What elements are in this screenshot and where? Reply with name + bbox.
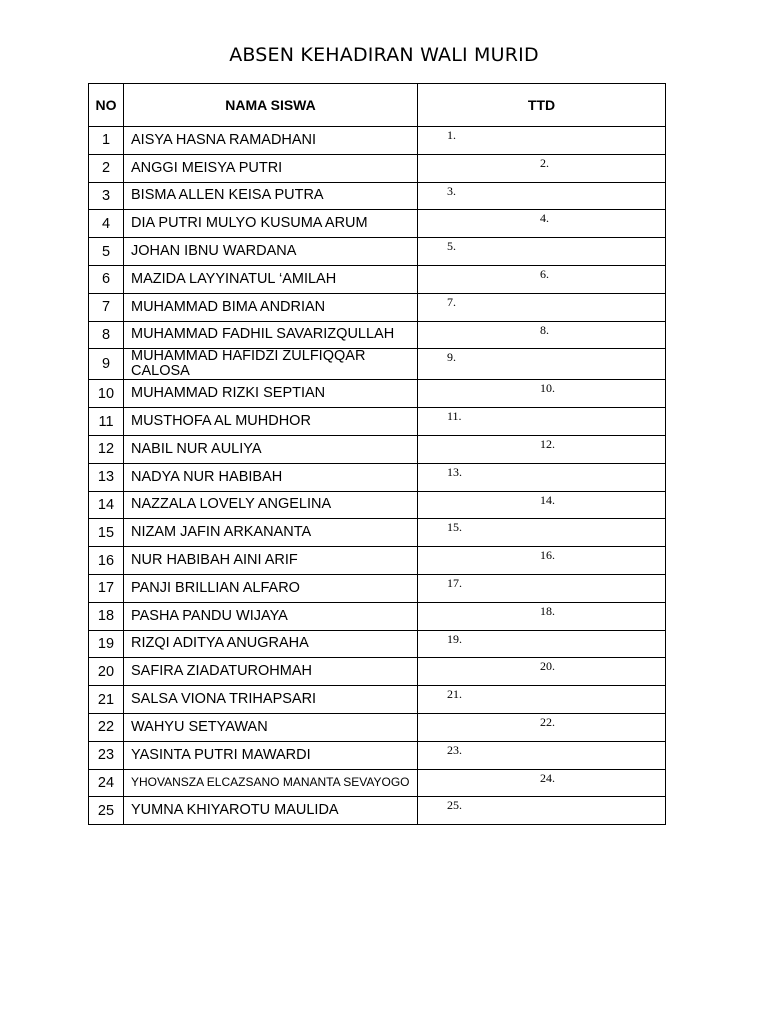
table-row: [89, 127, 666, 155]
table-row: [89, 408, 666, 436]
signature-cell[interactable]: [418, 293, 666, 321]
row-number: 24: [89, 769, 124, 797]
signature-number: 3.: [447, 183, 456, 198]
table-row: [89, 602, 666, 630]
student-name: ANGGI MEISYA PUTRI: [124, 154, 418, 182]
signature-cell[interactable]: [418, 547, 666, 575]
signature-number: 4.: [540, 211, 549, 226]
student-name: MUHAMMAD RIZKI SEPTIAN: [124, 380, 418, 408]
row-number: 1: [89, 127, 124, 155]
row-number: 16: [89, 547, 124, 575]
student-name: YHOVANSZA ELCAZSANO MANANTA SEVAYOGO: [124, 769, 418, 797]
table-body: [89, 127, 666, 825]
signature-cell[interactable]: [418, 630, 666, 658]
row-number: 18: [89, 602, 124, 630]
student-name: PASHA PANDU WIJAYA: [124, 602, 418, 630]
signature-number: 21.: [447, 687, 462, 702]
signature-cell[interactable]: [418, 658, 666, 686]
student-name: YASINTA PUTRI MAWARDI: [124, 741, 418, 769]
signature-number: 19.: [447, 631, 462, 646]
signature-cell[interactable]: [418, 463, 666, 491]
student-name: MUHAMMAD HAFIDZI ZULFIQQAR CALOSA: [124, 349, 418, 380]
signature-cell[interactable]: [418, 741, 666, 769]
row-number: 21: [89, 686, 124, 714]
signature-cell[interactable]: [418, 491, 666, 519]
row-number: 4: [89, 210, 124, 238]
table-row: [89, 182, 666, 210]
table-row: [89, 686, 666, 714]
table-row: [89, 380, 666, 408]
student-name: NIZAM JAFIN ARKANANTA: [124, 519, 418, 547]
signature-cell[interactable]: [418, 713, 666, 741]
table-row: [89, 547, 666, 575]
table-row: [89, 210, 666, 238]
row-number: 25: [89, 797, 124, 825]
signature-cell[interactable]: [418, 210, 666, 238]
row-number: 23: [89, 741, 124, 769]
signature-number: 9.: [447, 350, 456, 365]
table-row: [89, 741, 666, 769]
row-number: 8: [89, 321, 124, 349]
row-number: 19: [89, 630, 124, 658]
student-name: NAZZALA LOVELY ANGELINA: [124, 491, 418, 519]
row-number: 20: [89, 658, 124, 686]
signature-number: 14.: [540, 492, 555, 507]
student-name: PANJI BRILLIAN ALFARO: [124, 574, 418, 602]
signature-cell[interactable]: [418, 408, 666, 436]
signature-number: 2.: [540, 155, 549, 170]
table-row: [89, 238, 666, 266]
row-number: 15: [89, 519, 124, 547]
signature-cell[interactable]: [418, 349, 666, 380]
attendance-table: [88, 83, 666, 825]
student-name: NADYA NUR HABIBAH: [124, 463, 418, 491]
student-name: MUHAMMAD FADHIL SAVARIZQULLAH: [124, 321, 418, 349]
signature-cell[interactable]: [418, 265, 666, 293]
table-row: [89, 797, 666, 825]
signature-cell[interactable]: [418, 769, 666, 797]
student-name: DIA PUTRI MULYO KUSUMA ARUM: [124, 210, 418, 238]
row-number: 13: [89, 463, 124, 491]
row-number: 10: [89, 380, 124, 408]
signature-number: 15.: [447, 520, 462, 535]
table-row: [89, 658, 666, 686]
row-number: 2: [89, 154, 124, 182]
signature-number: 5.: [447, 239, 456, 254]
row-number: 12: [89, 435, 124, 463]
table-row: [89, 769, 666, 797]
signature-number: 7.: [447, 294, 456, 309]
document-title: ABSEN KEHADIRAN WALI MURID: [229, 44, 539, 66]
student-name: RIZQI ADITYA ANUGRAHA: [124, 630, 418, 658]
table-row: [89, 630, 666, 658]
row-number: 5: [89, 238, 124, 266]
signature-number: 11.: [447, 409, 462, 424]
signature-cell[interactable]: [418, 435, 666, 463]
signature-number: 22.: [540, 714, 555, 729]
row-number: 7: [89, 293, 124, 321]
row-number: 6: [89, 265, 124, 293]
table-row: [89, 574, 666, 602]
signature-number: 17.: [447, 575, 462, 590]
table-row: [89, 435, 666, 463]
student-name: NUR HABIBAH AINI ARIF: [124, 547, 418, 575]
row-number: 14: [89, 491, 124, 519]
signature-cell[interactable]: [418, 574, 666, 602]
table-row: [89, 321, 666, 349]
header-no: NO: [89, 84, 124, 127]
signature-number: 8.: [540, 322, 549, 337]
signature-number: 18.: [540, 603, 555, 618]
student-name: SAFIRA ZIADATUROHMAH: [124, 658, 418, 686]
student-name: WAHYU SETYAWAN: [124, 713, 418, 741]
signature-cell[interactable]: [418, 238, 666, 266]
signature-number: 12.: [540, 436, 555, 451]
table-row: [89, 519, 666, 547]
row-number: 11: [89, 408, 124, 436]
header-ttd: TTD: [418, 84, 666, 127]
student-name: MUHAMMAD BIMA ANDRIAN: [124, 293, 418, 321]
signature-cell[interactable]: [418, 182, 666, 210]
row-number: 22: [89, 713, 124, 741]
row-number: 17: [89, 574, 124, 602]
signature-cell[interactable]: [418, 127, 666, 155]
table-row: [89, 154, 666, 182]
signature-number: 1.: [447, 128, 456, 142]
signature-cell[interactable]: [418, 519, 666, 547]
row-number: 9: [89, 349, 124, 380]
signature-number: 24.: [540, 770, 555, 785]
signature-cell[interactable]: [418, 797, 666, 825]
signature-cell[interactable]: [418, 380, 666, 408]
student-name: JOHAN IBNU WARDANA: [124, 238, 418, 266]
header-name: NAMA SISWA: [124, 84, 418, 127]
signature-number: 23.: [447, 742, 462, 757]
student-name: AISYA HASNA RAMADHANI: [124, 127, 418, 155]
header-row: [89, 84, 666, 127]
table-row: [89, 713, 666, 741]
signature-number: 25.: [447, 798, 462, 813]
signature-number: 6.: [540, 266, 549, 281]
signature-number: 10.: [540, 381, 555, 396]
student-name: MAZIDA LAYYINATUL ‘AMILAH: [124, 265, 418, 293]
table-row: [89, 265, 666, 293]
table-row: [89, 491, 666, 519]
student-name: SALSA VIONA TRIHAPSARI: [124, 686, 418, 714]
signature-cell[interactable]: [418, 602, 666, 630]
table-row: [89, 463, 666, 491]
student-name: NABIL NUR AULIYA: [124, 435, 418, 463]
signature-number: 16.: [540, 548, 555, 563]
table-row: [89, 349, 666, 380]
signature-cell[interactable]: [418, 321, 666, 349]
table-header: [89, 84, 666, 127]
signature-number: 20.: [540, 659, 555, 674]
signature-cell[interactable]: [418, 154, 666, 182]
student-name: YUMNA KHIYAROTU MAULIDA: [124, 797, 418, 825]
table-row: [89, 293, 666, 321]
signature-number: 13.: [447, 464, 462, 479]
student-name: BISMA ALLEN KEISA PUTRA: [124, 182, 418, 210]
signature-cell[interactable]: [418, 686, 666, 714]
student-name: MUSTHOFA AL MUHDHOR: [124, 408, 418, 436]
row-number: 3: [89, 182, 124, 210]
